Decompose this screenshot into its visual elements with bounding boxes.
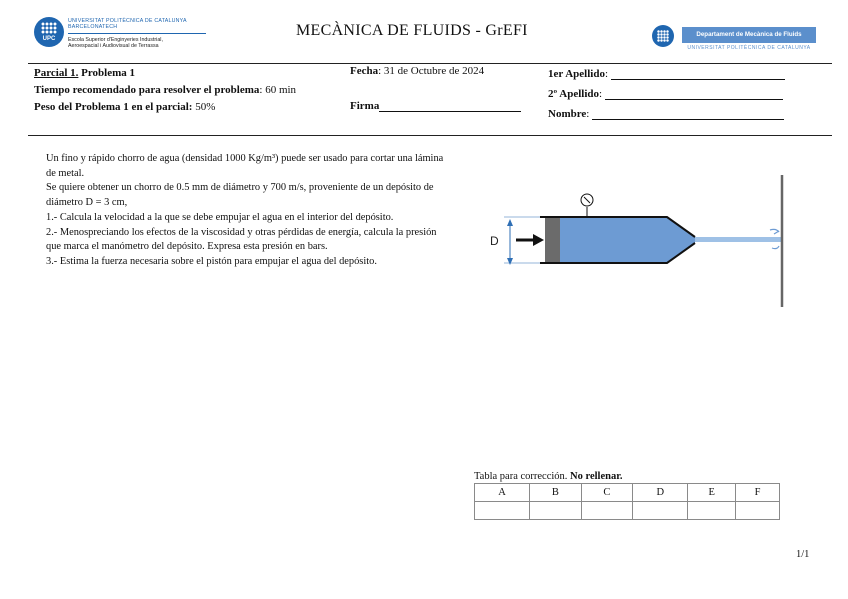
grade-cell[interactable] (530, 502, 581, 520)
school-line-2: Aeroespacial i Audiovisual de Terrassa (68, 43, 159, 50)
caption-text: Tabla para corrección. (474, 471, 571, 482)
grade-cell[interactable] (633, 502, 688, 520)
nombre-field[interactable] (592, 108, 784, 120)
apellido2-label: 2º Apellido (548, 88, 600, 100)
column-header: B (530, 484, 581, 502)
correction-caption (474, 471, 623, 482)
colon: : (599, 88, 603, 100)
question-3: 3.- Estima la fuerza necesaria sobre el pistón para empujar el agua del depósito. (46, 255, 377, 267)
diameter-label: D (490, 234, 499, 248)
question-1: 1.- Calcula la velocidad a la que se debe empujar el agua en el interior del depósito. (46, 211, 394, 223)
school-name (68, 37, 163, 50)
department-university: UNIVERSITAT POLITÈCNICA DE CATALUNYA (687, 45, 811, 51)
header-divider-bottom (28, 135, 832, 136)
caption-warning: No rellenar. (570, 471, 623, 482)
fecha-line (350, 65, 484, 77)
grade-cell[interactable] (475, 502, 530, 520)
nombre-line (548, 108, 784, 120)
correction-table (474, 483, 780, 520)
tank-water (560, 217, 695, 263)
parcial-line (34, 67, 135, 79)
firma-field[interactable] (379, 99, 521, 112)
column-header: E (688, 484, 736, 502)
firma-line (350, 99, 521, 112)
question-2: 2.- Menospreciando los efectos de la viscosidad y otras pérdidas de energía, calcula la presión que marca el manómetro del depósito. Expresa esta presión en bars. (46, 226, 437, 253)
apellido1-field[interactable] (611, 68, 785, 80)
page-title: MECÀNICA DE FLUIDS - GrEFI (296, 22, 528, 39)
problem-statement (46, 152, 446, 270)
apellido2-field[interactable] (605, 88, 783, 100)
parcial-label: Parcial 1. (34, 67, 79, 79)
department-badge: Departament de Mecànica de Fluids (682, 27, 816, 43)
university-line-1: UNIVERSITAT POLITÈCNICA DE CATALUNYA (68, 18, 187, 24)
tiempo-label: Tiempo recomendado para resolver el problema (34, 84, 260, 96)
nombre-label: Nombre (548, 108, 587, 120)
page-number: 1/1 (796, 549, 810, 560)
peso-value: 50% (192, 101, 216, 113)
push-arrow-icon (516, 234, 544, 246)
apellido1-line (548, 68, 785, 80)
grade-cell[interactable] (736, 502, 780, 520)
column-header: A (475, 484, 530, 502)
grade-cell[interactable] (581, 502, 632, 520)
tiempo-value: : 60 min (259, 84, 297, 96)
problem-paragraph: Un fino y rápido chorro de agua (densidad 1000 Kg/m³) puede ser usado para cortar una lámina de metal. (46, 153, 444, 179)
logo-divider (68, 33, 206, 34)
manometer-icon (581, 194, 593, 217)
table-row (475, 502, 780, 520)
problema-label: Problema 1 (78, 67, 136, 79)
column-header: D (633, 484, 688, 502)
fecha-label: Fecha (350, 65, 379, 77)
column-header: F (736, 484, 780, 502)
nozzle-diagram (470, 170, 800, 310)
colon: : (604, 68, 609, 80)
grade-cell[interactable] (688, 502, 736, 520)
university-line-2: BARCELONATECH (68, 24, 118, 30)
firma-label: Firma (350, 100, 380, 112)
header-divider-top (28, 63, 832, 64)
table-header-row (475, 484, 780, 502)
tiempo-line (34, 84, 296, 96)
problem-paragraph: Se quiere obtener un chorro de 0.5 mm de diámetro y 700 m/s, proveniente de un depósito de diámetro D = 3 cm, (46, 182, 434, 209)
upc-logo (34, 17, 64, 47)
school-line-1: Escola Superior d'Enginyeries Industrial, (68, 37, 163, 43)
colon: : (586, 108, 590, 120)
upc-dept-logo-icon (652, 25, 674, 47)
fecha-value: : 31 de Octubre de 2024 (378, 65, 485, 77)
university-name (68, 18, 187, 30)
peso-label: Peso del Problema 1 en el parcial: (34, 101, 193, 113)
column-header: C (581, 484, 632, 502)
peso-line (34, 101, 215, 113)
apellido2-line (548, 88, 783, 100)
piston (545, 217, 560, 263)
upc-logo-text: UPC (42, 36, 56, 42)
water-jet (695, 237, 783, 242)
apellido1-label: 1er Apellido (548, 68, 605, 80)
